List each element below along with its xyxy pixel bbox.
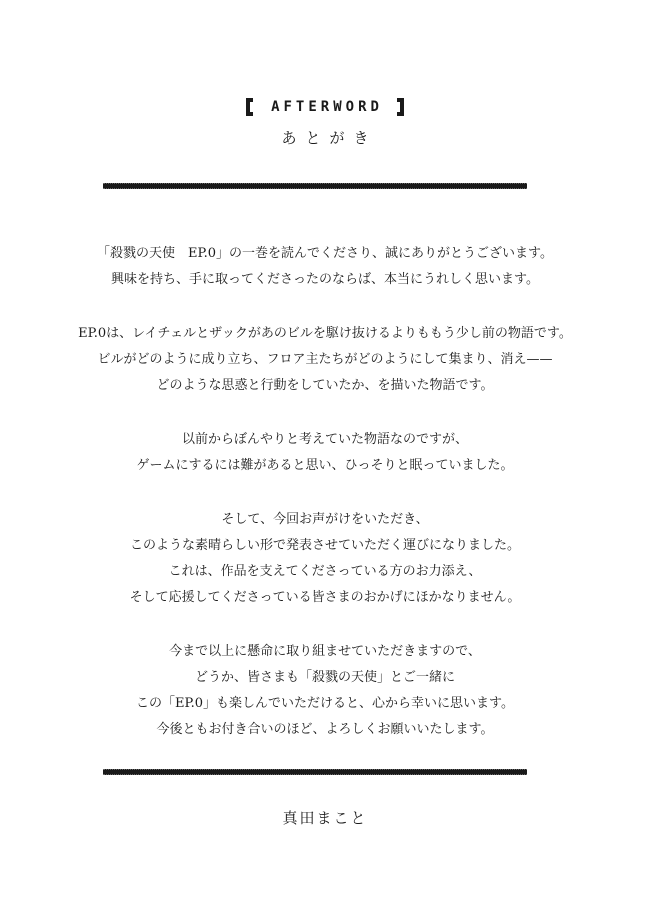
text-line: 今後ともお付き合いのほど、よろしくお願いいたします。 [156, 722, 494, 737]
paragraph-1 [0, 241, 650, 293]
afterword-body [0, 241, 650, 771]
author-name: 真田まこと [282, 809, 368, 827]
heading-row [0, 96, 650, 118]
afterword-header [0, 96, 650, 148]
bottom-divider [103, 769, 527, 775]
text-line: ゲームにするには難があると思い、ひっそりと眠っていました。 [136, 458, 514, 473]
paragraph-5 [0, 639, 650, 743]
text-line: EP.0は、レイチェルとザックがあのビルを駆け抜けるよりももう少し前の物語です。 [78, 326, 572, 341]
text-line: 興味を持ち、手に取ってくださったのならば、本当にうれしく思います。 [111, 272, 539, 287]
text-line: 以前からぼんやりと考えていた物語なのですが、 [181, 432, 468, 447]
page-title: AFTERWORD [271, 99, 383, 115]
text-line: これは、作品を支えてくださっている方のお力添え、 [168, 564, 482, 579]
text-line: どうか、皆さまも「殺戮の天使」とご一緒に [194, 670, 455, 685]
top-divider [103, 183, 527, 189]
text-line: そして応援してくださっている皆さまのおかげにほかなりません。 [129, 590, 521, 605]
paragraph-2 [0, 321, 650, 399]
page-subtitle: あとがき [281, 129, 378, 147]
right-bracket-icon [397, 98, 404, 116]
text-line: この「EP.0」も楽しんでいただけると、心から幸いに思います。 [136, 696, 514, 711]
text-line: そして、今回お声がけをいただき、 [221, 512, 429, 527]
text-line: どのような思惑と行動をしていたか、を描いた物語です。 [156, 378, 494, 393]
paragraph-4 [0, 507, 650, 611]
left-bracket-icon [246, 98, 253, 116]
paragraph-3 [0, 427, 650, 479]
text-line: このような素晴らしい形で発表させていただく運びになりました。 [129, 538, 520, 553]
text-line: ビルがどのように成り立ち、フロア主たちがどのようにして集まり、消え—— [97, 352, 553, 367]
text-line: 今まで以上に懸命に取り組ませていただきますので、 [169, 644, 481, 659]
text-line: 「殺戮の天使 EP.0」の一巻を読んでくださり、誠にありがとうございます。 [97, 246, 553, 261]
